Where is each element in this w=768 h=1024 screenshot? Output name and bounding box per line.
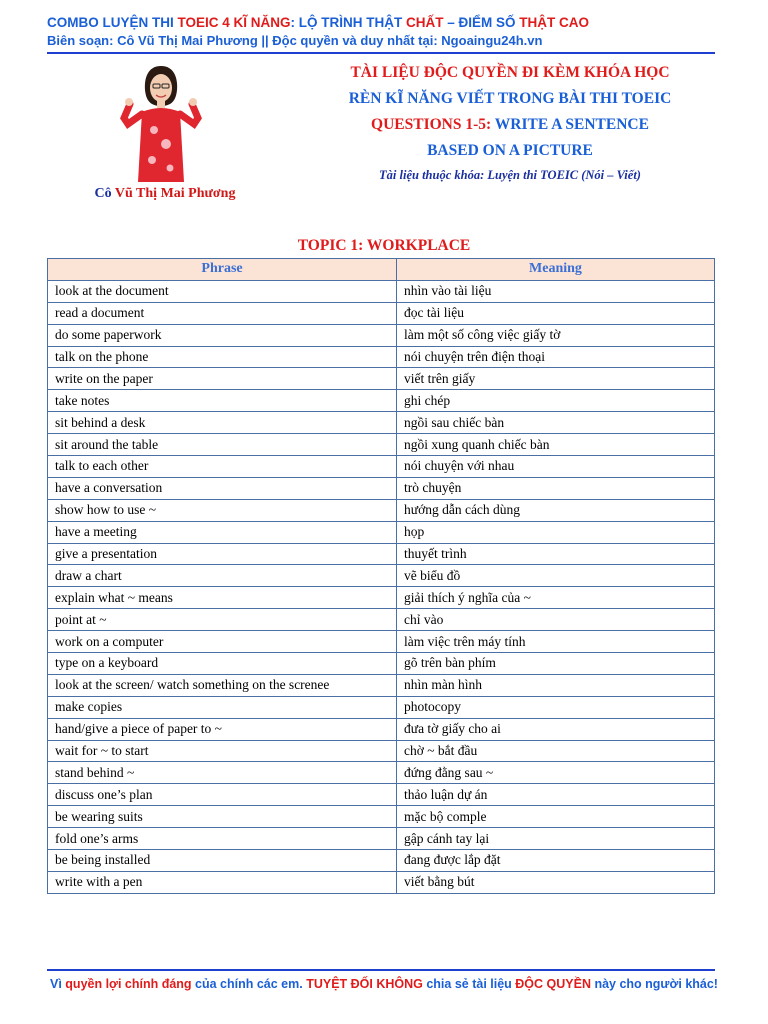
course-subtitle: Tài liệu thuộc khóa: Luyện thi TOEIC (Nói – Viết) bbox=[379, 168, 641, 182]
phrase-cell: type on a keyboard bbox=[48, 653, 397, 675]
phrase-cell: show how to use ~ bbox=[48, 499, 397, 521]
header-text: THẬT CAO bbox=[519, 15, 590, 30]
phrase-cell: wait for ~ to start bbox=[48, 740, 397, 762]
table-row bbox=[48, 521, 715, 543]
topic-heading: TOPIC 1: WORKPLACE bbox=[297, 237, 471, 254]
phrase-cell: be wearing suits bbox=[48, 806, 397, 828]
header-text: CHẤT bbox=[406, 15, 444, 30]
table-row bbox=[48, 302, 715, 324]
footer-text: ĐỘC QUYỀN bbox=[515, 977, 591, 991]
meaning-cell: thảo luận dự án bbox=[397, 784, 715, 806]
table-row bbox=[48, 565, 715, 587]
meaning-cell: gõ trên bàn phím bbox=[397, 653, 715, 675]
meaning-cell: họp bbox=[397, 521, 715, 543]
table-row bbox=[48, 871, 715, 893]
footer-text: chia sẻ tài liệu bbox=[422, 977, 516, 991]
header-line-1 bbox=[47, 14, 727, 32]
vocabulary-table bbox=[47, 258, 715, 894]
meaning-cell: làm việc trên máy tính bbox=[397, 631, 715, 653]
meaning-cell: mặc bộ comple bbox=[397, 806, 715, 828]
phrase-cell: sit behind a desk bbox=[48, 412, 397, 434]
meaning-cell: viết trên giấy bbox=[397, 368, 715, 390]
title-line-4: BASED ON A PICTURE bbox=[427, 142, 593, 159]
header-website: Ngoaingu24h.vn bbox=[441, 33, 543, 48]
meaning-cell: hướng dẫn cách dùng bbox=[397, 499, 715, 521]
teacher-photo bbox=[120, 60, 202, 182]
table-row bbox=[48, 828, 715, 850]
teacher-prefix: Cô bbox=[94, 186, 115, 201]
phrase-cell: have a conversation bbox=[48, 477, 397, 499]
table-row bbox=[48, 762, 715, 784]
teacher-caption bbox=[80, 186, 250, 202]
meaning-cell: gập cánh tay lại bbox=[397, 828, 715, 850]
table-body bbox=[48, 280, 715, 893]
header-text: Biên soạn: Cô Vũ Thị Mai Phương || Độc quyền và duy nhất tại: bbox=[47, 33, 442, 48]
title-line-2: RÈN KĨ NĂNG VIẾT TRONG BÀI THI TOEIC bbox=[348, 90, 672, 107]
meaning-cell: nhìn vào tài liệu bbox=[397, 280, 715, 302]
meaning-cell: giải thích ý nghĩa của ~ bbox=[397, 587, 715, 609]
header-line-2 bbox=[47, 32, 727, 50]
meaning-cell: chờ ~ bắt đầu bbox=[397, 740, 715, 762]
phrase-cell: look at the document bbox=[48, 280, 397, 302]
table-row bbox=[48, 434, 715, 456]
phrase-cell: explain what ~ means bbox=[48, 587, 397, 609]
phrase-cell: do some paperwork bbox=[48, 324, 397, 346]
footer-text: của chính các em. bbox=[191, 977, 307, 991]
table-row bbox=[48, 368, 715, 390]
phrase-cell: discuss one’s plan bbox=[48, 784, 397, 806]
table-row bbox=[48, 718, 715, 740]
document-header bbox=[47, 14, 727, 50]
table-row bbox=[48, 806, 715, 828]
table-row bbox=[48, 653, 715, 675]
header-divider bbox=[47, 52, 715, 54]
phrase-cell: sit around the table bbox=[48, 434, 397, 456]
table-row bbox=[48, 631, 715, 653]
column-header-phrase: Phrase bbox=[48, 259, 397, 281]
meaning-cell: làm một số công việc giấy tờ bbox=[397, 324, 715, 346]
phrase-cell: look at the screen/ watch something on the screnee bbox=[48, 674, 397, 696]
meaning-cell: ngồi xung quanh chiếc bàn bbox=[397, 434, 715, 456]
phrase-cell: draw a chart bbox=[48, 565, 397, 587]
meaning-cell: nói chuyện trên điện thoại bbox=[397, 346, 715, 368]
header-text: TOEIC 4 KĨ NĂNG bbox=[177, 15, 291, 30]
phrase-cell: write on the paper bbox=[48, 368, 397, 390]
table-row bbox=[48, 609, 715, 631]
column-header-meaning: Meaning bbox=[397, 259, 715, 281]
phrase-cell: hand/give a piece of paper to ~ bbox=[48, 718, 397, 740]
table-row bbox=[48, 784, 715, 806]
teacher-name: Vũ Thị Mai Phương bbox=[114, 186, 236, 201]
meaning-cell: vẽ biểu đồ bbox=[397, 565, 715, 587]
footer-divider bbox=[47, 969, 715, 971]
table-row bbox=[48, 324, 715, 346]
meaning-cell: viết bằng bút bbox=[397, 871, 715, 893]
phrase-cell: have a meeting bbox=[48, 521, 397, 543]
title-question-range: QUESTIONS 1-5: bbox=[371, 116, 492, 133]
footer-text: quyền lợi chính đáng bbox=[65, 977, 192, 991]
meaning-cell: đứng đằng sau ~ bbox=[397, 762, 715, 784]
meaning-cell: đọc tài liệu bbox=[397, 302, 715, 324]
phrase-cell: be being installed bbox=[48, 850, 397, 872]
meaning-cell: nhìn màn hình bbox=[397, 674, 715, 696]
table-row bbox=[48, 477, 715, 499]
header-text: : LỘ TRÌNH THẬT bbox=[290, 15, 407, 30]
footer-notice bbox=[0, 977, 768, 991]
meaning-cell: đang được lắp đặt bbox=[397, 850, 715, 872]
table-row bbox=[48, 390, 715, 412]
phrase-cell: talk to each other bbox=[48, 456, 397, 478]
phrase-cell: work on a computer bbox=[48, 631, 397, 653]
table-row bbox=[48, 674, 715, 696]
title-line-1: TÀI LIỆU ĐỘC QUYỀN ĐI KÈM KHÓA HỌC bbox=[350, 64, 670, 81]
table-header-row bbox=[48, 259, 715, 281]
header-text: – ĐIỂM SỐ bbox=[443, 15, 520, 30]
phrase-cell: give a presentation bbox=[48, 543, 397, 565]
title-task: WRITE A SENTENCE bbox=[491, 116, 649, 133]
phrase-cell: stand behind ~ bbox=[48, 762, 397, 784]
title-line-3 bbox=[290, 112, 730, 138]
meaning-cell: ngồi sau chiếc bàn bbox=[397, 412, 715, 434]
table-row bbox=[48, 456, 715, 478]
footer-text: TUYỆT ĐỐI KHÔNG bbox=[306, 977, 423, 991]
meaning-cell: đưa tờ giấy cho ai bbox=[397, 718, 715, 740]
footer-text: này cho người khác! bbox=[590, 977, 718, 991]
phrase-cell: read a document bbox=[48, 302, 397, 324]
phrase-cell: talk on the phone bbox=[48, 346, 397, 368]
table-row bbox=[48, 696, 715, 718]
table-row bbox=[48, 499, 715, 521]
phrase-cell: write with a pen bbox=[48, 871, 397, 893]
table-row bbox=[48, 850, 715, 872]
phrase-cell: fold one’s arms bbox=[48, 828, 397, 850]
table-row bbox=[48, 543, 715, 565]
phrase-cell: point at ~ bbox=[48, 609, 397, 631]
meaning-cell: ghi chép bbox=[397, 390, 715, 412]
table-row bbox=[48, 587, 715, 609]
table-row bbox=[48, 740, 715, 762]
meaning-cell: trò chuyện bbox=[397, 477, 715, 499]
table-row bbox=[48, 280, 715, 302]
table-row bbox=[48, 412, 715, 434]
meaning-cell: chỉ vào bbox=[397, 609, 715, 631]
meaning-cell: thuyết trình bbox=[397, 543, 715, 565]
course-titles bbox=[290, 60, 730, 186]
phrase-cell: make copies bbox=[48, 696, 397, 718]
meaning-cell: photocopy bbox=[397, 696, 715, 718]
header-text: COMBO LUYỆN THI bbox=[47, 15, 178, 30]
table-row bbox=[48, 346, 715, 368]
footer-text: Vì bbox=[50, 977, 66, 991]
phrase-cell: take notes bbox=[48, 390, 397, 412]
meaning-cell: nói chuyện với nhau bbox=[397, 456, 715, 478]
